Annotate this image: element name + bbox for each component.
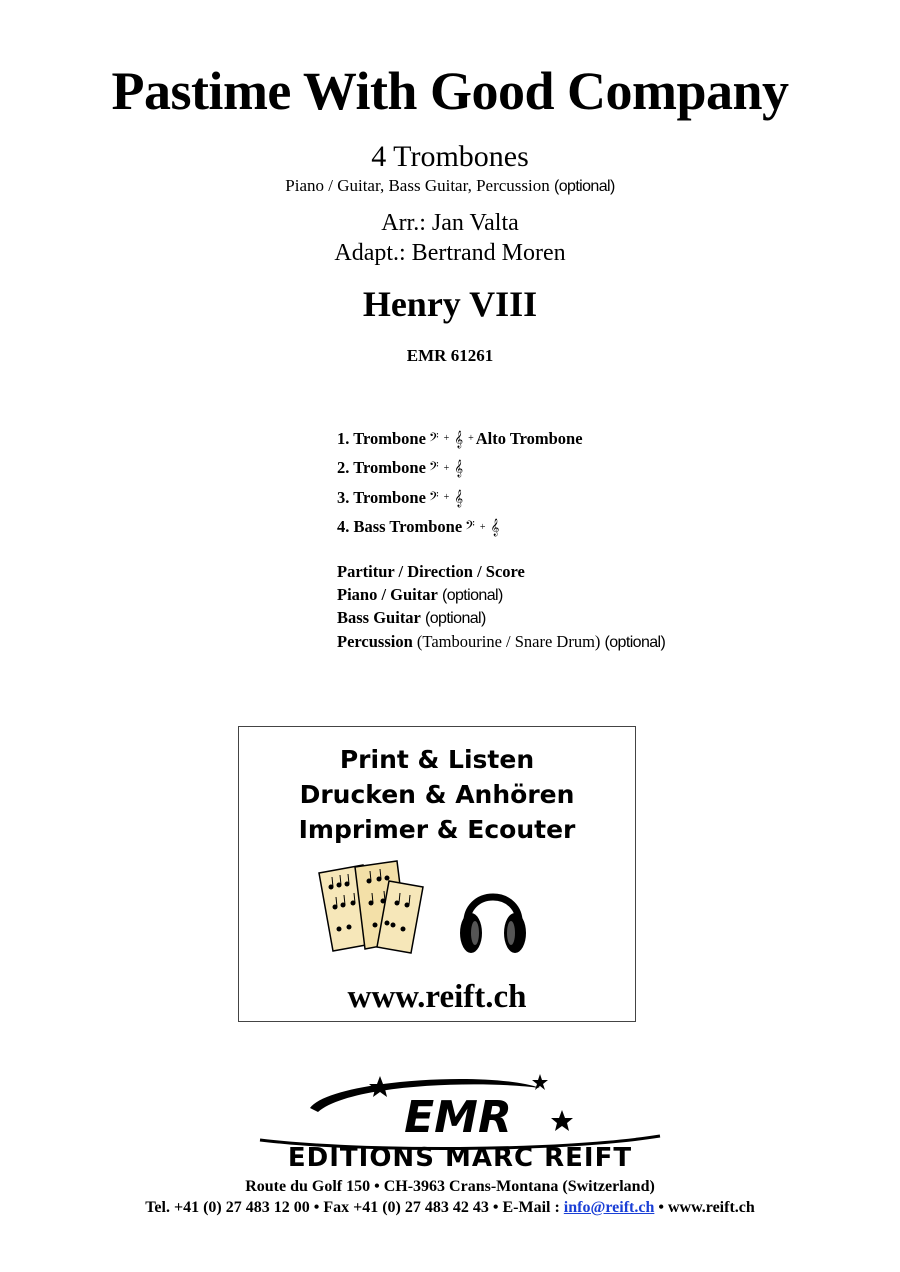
email-link[interactable]: info@reift.ch — [563, 1199, 655, 1216]
instrumentation-optional: (optional) — [554, 178, 615, 195]
treble-clef-icon: 𝄞 — [454, 459, 464, 478]
promo-line-fr: Imprimer & Ecouter — [298, 815, 576, 844]
treble-clef-icon: 𝄞 — [454, 429, 464, 448]
logo-mark: EMR — [404, 1092, 512, 1143]
publisher-name: EDITIONS MARC REIFT — [287, 1143, 633, 1170]
adapter: Adapt.: Bertrand Moren — [334, 240, 566, 266]
print-listen-box — [238, 726, 636, 1022]
promo-line-de: Drucken & Anhören — [299, 780, 575, 809]
score-list — [337, 561, 665, 654]
treble-clef-icon: 𝄞 — [490, 518, 500, 537]
page-title: Pastime With Good Company — [111, 61, 789, 121]
instrumentation — [0, 176, 900, 196]
score-item: Partitur / Direction / Score — [337, 562, 525, 581]
arranger: Arr.: Jan Valta — [381, 210, 519, 236]
piano-item: Piano / Guitar (optional) — [337, 584, 503, 604]
parts-list — [337, 424, 583, 542]
part-row — [337, 483, 583, 513]
emr-logo — [240, 1070, 680, 1170]
plus-sign: + — [443, 462, 450, 474]
sheet-music-icon — [311, 859, 441, 959]
plus-sign: + — [443, 492, 450, 504]
bass-clef-icon: 𝄢 — [465, 518, 475, 537]
bass-clef-icon: 𝄢 — [428, 488, 439, 507]
contact-prefix: Tel. +41 (0) 27 483 12 00 • Fax +41 (0) 27 483 42 43 • E-Mail : — [145, 1199, 564, 1216]
bass-guitar-item: Bass Guitar (optional) — [337, 608, 486, 627]
catalog-code: EMR 61261 — [406, 346, 494, 365]
composer: Henry VIII — [362, 284, 538, 324]
part-row — [337, 424, 583, 454]
publisher-address: Route du Golf 150 • CH-3963 Crans-Montana (Switzerland) — [245, 1178, 655, 1195]
instrumentation-text: Piano / Guitar, Bass Guitar, Percussion — [285, 176, 550, 195]
bass-clef-icon: 𝄢 — [428, 459, 439, 478]
headphones-icon — [457, 877, 529, 959]
part-label: 2. Trombone — [337, 458, 426, 478]
part-suffix: Alto Trombone — [475, 428, 583, 448]
part-row — [337, 513, 583, 543]
part-label: 4. Bass Trombone — [337, 517, 463, 537]
bass-clef-icon: 𝄢 — [428, 429, 439, 448]
plus-sign: + — [468, 433, 474, 445]
percussion-item: Percussion (Tambourine / Snare Drum) (optional) — [337, 631, 666, 651]
website-url[interactable]: www.reift.ch — [347, 979, 527, 1015]
treble-clef-icon: 𝄞 — [454, 488, 464, 507]
part-row — [337, 454, 583, 484]
part-label: 1. Trombone — [337, 428, 426, 448]
subtitle: 4 Trombones — [371, 140, 529, 173]
publisher-contact — [0, 1199, 900, 1217]
part-label: 3. Trombone — [337, 487, 426, 507]
contact-suffix: • www.reift.ch — [654, 1199, 755, 1216]
promo-line-en: Print & Listen — [339, 745, 535, 774]
plus-sign: + — [443, 433, 450, 445]
plus-sign: + — [479, 521, 486, 533]
